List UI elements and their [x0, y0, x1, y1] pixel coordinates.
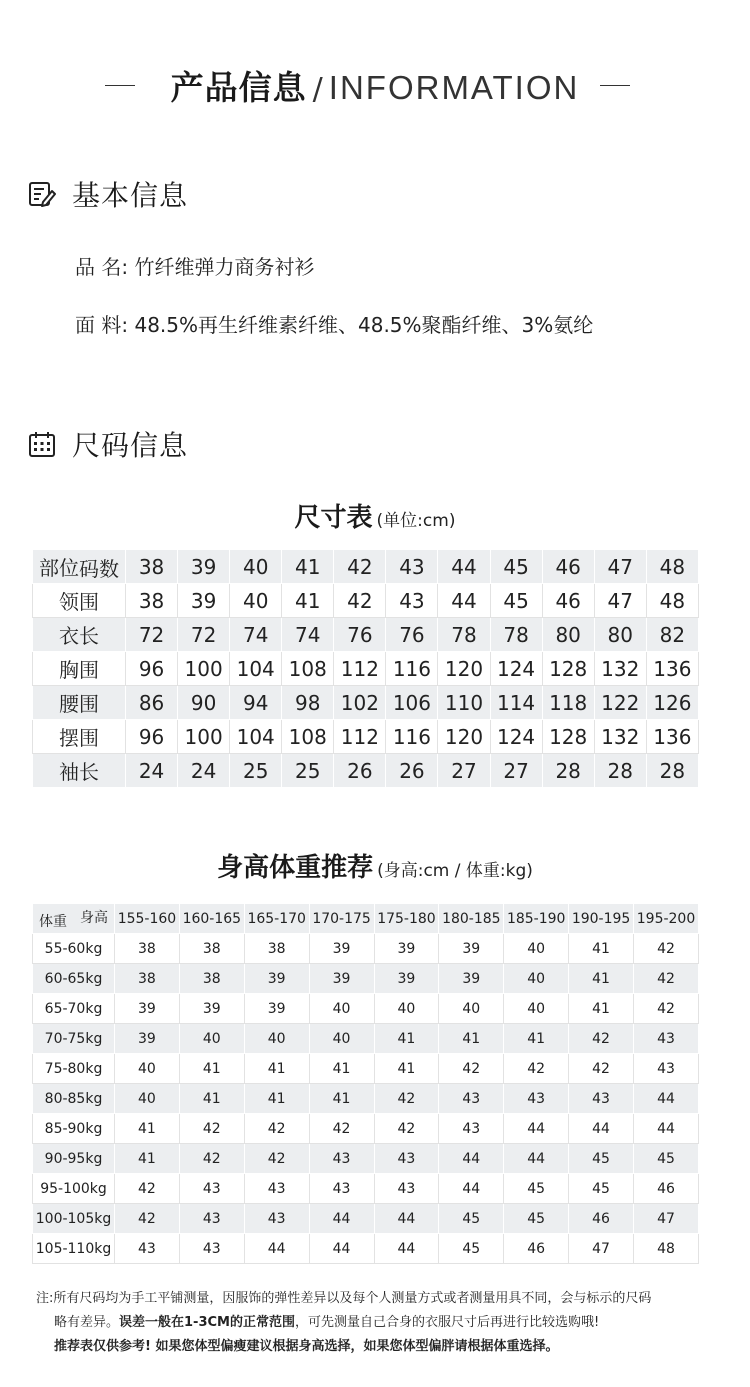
- rec-header-row: [33, 904, 699, 934]
- size-cell: 112: [334, 720, 386, 754]
- rec-row-label: 55-60kg: [33, 934, 115, 964]
- size-cell: 48: [646, 584, 698, 618]
- rec-header-cell: 170-175: [309, 904, 374, 934]
- size-corner-top: 码数: [79, 557, 119, 581]
- size-table-unit: (单位:cm): [376, 511, 456, 531]
- note-line-2a: 略有差异。: [54, 1315, 120, 1330]
- rec-cell: 41: [115, 1144, 180, 1174]
- size-row-label: 袖长: [33, 754, 126, 788]
- rec-table-title: [0, 847, 750, 884]
- note-line-2c: ，可先测量自己合身的衣服尺寸后再进行比较选购哦!: [294, 1315, 600, 1330]
- size-cell: 124: [490, 720, 542, 754]
- size-cell: 39: [178, 584, 230, 618]
- rec-header-cell: 160-165: [179, 904, 244, 934]
- size-cell: 74: [230, 618, 282, 652]
- size-row-label: 腰围: [33, 686, 126, 720]
- size-cell: 28: [646, 754, 698, 788]
- size-table: [32, 549, 699, 788]
- size-info-heading: [28, 424, 188, 464]
- size-cell: 120: [438, 652, 490, 686]
- size-cell: 116: [386, 720, 438, 754]
- size-cell: 86: [126, 686, 178, 720]
- rec-cell: 40: [504, 964, 569, 994]
- size-header-cell: 43: [386, 550, 438, 584]
- rec-cell: 43: [115, 1234, 180, 1264]
- rec-cell: 39: [115, 994, 180, 1024]
- rec-cell: 39: [115, 1024, 180, 1054]
- size-cell: 106: [386, 686, 438, 720]
- size-cell: 100: [178, 720, 230, 754]
- size-table-row: [33, 754, 699, 788]
- size-cell: 126: [646, 686, 698, 720]
- rec-cell: 45: [504, 1174, 569, 1204]
- size-cell: 72: [126, 618, 178, 652]
- size-cell: 40: [230, 584, 282, 618]
- size-header-cell: 48: [646, 550, 698, 584]
- rec-cell: 44: [374, 1204, 439, 1234]
- rec-cell: 39: [309, 934, 374, 964]
- rec-table-row: [33, 1084, 699, 1114]
- rec-cell: 42: [634, 964, 699, 994]
- rec-cell: 39: [179, 994, 244, 1024]
- rec-cell: 41: [374, 1054, 439, 1084]
- rec-table-row: [33, 1144, 699, 1174]
- fabric-label: 面 料:: [75, 313, 129, 337]
- size-header-cell: 42: [334, 550, 386, 584]
- size-cell: 27: [438, 754, 490, 788]
- rec-cell: 40: [504, 934, 569, 964]
- size-cell: 26: [386, 754, 438, 788]
- rec-cell: 39: [309, 964, 374, 994]
- size-table-row: [33, 652, 699, 686]
- rec-cell: 43: [244, 1204, 309, 1234]
- rec-cell: 42: [244, 1144, 309, 1174]
- note-line-3b: 如果您体型偏瘦建议根据身高选择，如果您体型偏胖请根据体重选择。: [155, 1339, 559, 1354]
- title-en: INFORMATION: [328, 69, 580, 106]
- rec-cell: 42: [634, 994, 699, 1024]
- size-cell: 24: [126, 754, 178, 788]
- rec-cell: 40: [115, 1054, 180, 1084]
- size-info-title: 尺码信息: [72, 429, 189, 462]
- size-cell: 28: [594, 754, 646, 788]
- rec-table-row: [33, 1234, 699, 1264]
- size-row-label: 胸围: [33, 652, 126, 686]
- rec-table-row: [33, 1114, 699, 1144]
- rec-cell: 38: [115, 964, 180, 994]
- rec-cell: 43: [179, 1204, 244, 1234]
- size-cell: 25: [282, 754, 334, 788]
- note-line-1: 注:所有尺码均为手工平铺测量，因服饰的弹性差异以及每个人测量方式或者测量用具不同，会与标示的尺码: [36, 1291, 652, 1306]
- rec-cell: 46: [634, 1174, 699, 1204]
- size-cell: 24: [178, 754, 230, 788]
- rec-cell: 42: [569, 1054, 634, 1084]
- rec-cell: 45: [439, 1204, 504, 1234]
- rec-table-unit: (身高:cm / 体重:kg): [377, 861, 533, 881]
- size-cell: 45: [490, 584, 542, 618]
- product-name-label: 品 名:: [75, 255, 129, 279]
- size-cell: 94: [230, 686, 282, 720]
- rec-cell: 47: [569, 1234, 634, 1264]
- size-header-cell: 41: [282, 550, 334, 584]
- rec-cell: 46: [504, 1234, 569, 1264]
- size-cell: 136: [646, 720, 698, 754]
- rec-cell: 42: [374, 1114, 439, 1144]
- rec-cell: 40: [309, 1024, 374, 1054]
- rec-cell: 40: [244, 1024, 309, 1054]
- size-table-title: [0, 497, 750, 534]
- rec-cell: 44: [504, 1114, 569, 1144]
- size-cell: 82: [646, 618, 698, 652]
- size-table-row: [33, 686, 699, 720]
- size-cell: 26: [334, 754, 386, 788]
- size-cell: 128: [542, 720, 594, 754]
- product-name-value: 竹纤维弹力商务衬衫: [134, 255, 315, 279]
- size-cell: 80: [594, 618, 646, 652]
- size-row-label: 领围: [33, 584, 126, 618]
- rec-cell: 45: [569, 1174, 634, 1204]
- fabric-row: [75, 309, 593, 338]
- size-cell: 43: [386, 584, 438, 618]
- rec-cell: 47: [634, 1204, 699, 1234]
- rec-cell: 42: [179, 1114, 244, 1144]
- size-cell: 98: [282, 686, 334, 720]
- rec-cell: 39: [374, 934, 439, 964]
- size-cell: 136: [646, 652, 698, 686]
- rec-cell: 44: [634, 1084, 699, 1114]
- rec-table-row: [33, 1204, 699, 1234]
- rec-cell: 43: [634, 1024, 699, 1054]
- rec-header-cell: 195-200: [634, 904, 699, 934]
- size-cell: 96: [126, 720, 178, 754]
- rec-cell: 39: [244, 964, 309, 994]
- basic-info-title: 基本信息: [72, 179, 189, 212]
- size-cell: 116: [386, 652, 438, 686]
- rec-cell: 42: [244, 1114, 309, 1144]
- rec-header-cell: 175-180: [374, 904, 439, 934]
- rec-cell: 41: [374, 1024, 439, 1054]
- size-row-label: 摆围: [33, 720, 126, 754]
- rec-row-label: 75-80kg: [33, 1054, 115, 1084]
- size-cell: 28: [542, 754, 594, 788]
- rec-table-row: [33, 1054, 699, 1084]
- basic-info-heading: [28, 174, 188, 214]
- size-cell: 110: [438, 686, 490, 720]
- size-cell: 41: [282, 584, 334, 618]
- rec-cell: 43: [634, 1054, 699, 1084]
- rec-cell: 41: [179, 1084, 244, 1114]
- rec-cell: 43: [374, 1174, 439, 1204]
- rec-table-row: [33, 964, 699, 994]
- size-row-label: 衣长: [33, 618, 126, 652]
- rec-cell: 38: [179, 964, 244, 994]
- rec-cell: 45: [504, 1204, 569, 1234]
- rec-cell: 41: [439, 1024, 504, 1054]
- rec-cell: 42: [179, 1144, 244, 1174]
- size-cell: 132: [594, 720, 646, 754]
- rec-cell: 41: [309, 1054, 374, 1084]
- size-corner-cell: [33, 550, 126, 584]
- size-header-cell: 44: [438, 550, 490, 584]
- size-header-cell: 39: [178, 550, 230, 584]
- size-cell: 78: [438, 618, 490, 652]
- rec-table-row: [33, 1174, 699, 1204]
- size-cell: 25: [230, 754, 282, 788]
- note-line-3a: 推荐表仅供参考!: [54, 1339, 151, 1354]
- size-cell: 96: [126, 652, 178, 686]
- rec-header-cell: 165-170: [244, 904, 309, 934]
- size-cell: 90: [178, 686, 230, 720]
- size-header-cell: 46: [542, 550, 594, 584]
- size-cell: 124: [490, 652, 542, 686]
- rec-cell: 43: [179, 1234, 244, 1264]
- rec-cell: 43: [439, 1114, 504, 1144]
- rec-cell: 45: [634, 1144, 699, 1174]
- size-table-row: [33, 584, 699, 618]
- size-header-cell: 38: [126, 550, 178, 584]
- rec-cell: 40: [179, 1024, 244, 1054]
- rec-table-row: [33, 994, 699, 1024]
- size-table-row: [33, 618, 699, 652]
- rec-cell: 43: [309, 1174, 374, 1204]
- rec-cell: 44: [439, 1144, 504, 1174]
- note-line-2b: 误差一般在1-3CM的正常范围: [119, 1315, 295, 1330]
- size-cell: 76: [334, 618, 386, 652]
- rec-row-label: 60-65kg: [33, 964, 115, 994]
- product-name-row: [75, 251, 314, 280]
- rec-corner-cell: [33, 904, 115, 934]
- rec-row-label: 90-95kg: [33, 1144, 115, 1174]
- title-cn: 产品信息: [170, 68, 307, 107]
- size-cell: 108: [282, 720, 334, 754]
- size-cell: 122: [594, 686, 646, 720]
- rec-cell: 43: [504, 1084, 569, 1114]
- rec-header-cell: 180-185: [439, 904, 504, 934]
- size-cell: 44: [438, 584, 490, 618]
- size-cell: 128: [542, 652, 594, 686]
- rec-row-label: 105-110kg: [33, 1234, 115, 1264]
- rec-cell: 41: [179, 1054, 244, 1084]
- rec-cell: 41: [569, 994, 634, 1024]
- size-cell: 76: [386, 618, 438, 652]
- rec-cell: 39: [374, 964, 439, 994]
- rec-cell: 42: [309, 1114, 374, 1144]
- size-table-title-text: 尺寸表: [294, 503, 373, 533]
- rec-header-cell: 190-195: [569, 904, 634, 934]
- note-line-3: [36, 1335, 651, 1359]
- rec-table-title-text: 身高体重推荐: [217, 853, 374, 883]
- rec-header-cell: 155-160: [115, 904, 180, 934]
- page-title: [0, 62, 750, 109]
- rec-cell: 41: [504, 1024, 569, 1054]
- rec-row-label: 65-70kg: [33, 994, 115, 1024]
- rec-cell: 39: [439, 964, 504, 994]
- recommendation-table: [32, 903, 699, 1264]
- size-cell: 132: [594, 652, 646, 686]
- rec-cell: 43: [244, 1174, 309, 1204]
- rec-row-label: 85-90kg: [33, 1114, 115, 1144]
- size-cell: 104: [230, 720, 282, 754]
- rec-cell: 43: [439, 1084, 504, 1114]
- rec-cell: 40: [309, 994, 374, 1024]
- size-header-cell: 40: [230, 550, 282, 584]
- size-cell: 27: [490, 754, 542, 788]
- rec-cell: 43: [569, 1084, 634, 1114]
- rec-cell: 44: [504, 1144, 569, 1174]
- rec-cell: 42: [504, 1054, 569, 1084]
- size-cell: 38: [126, 584, 178, 618]
- rec-row-label: 70-75kg: [33, 1024, 115, 1054]
- rec-cell: 39: [439, 934, 504, 964]
- rec-cell: 38: [244, 934, 309, 964]
- rec-cell: 42: [115, 1174, 180, 1204]
- rec-cell: 44: [634, 1114, 699, 1144]
- rec-cell: 46: [569, 1204, 634, 1234]
- size-cell: 112: [334, 652, 386, 686]
- rec-cell: 42: [634, 934, 699, 964]
- rec-cell: 48: [634, 1234, 699, 1264]
- size-cell: 74: [282, 618, 334, 652]
- rec-corner-top: 身高: [80, 910, 108, 926]
- size-cell: 102: [334, 686, 386, 720]
- size-corner-bottom: 部位: [39, 556, 79, 580]
- title-separator: /: [312, 72, 323, 107]
- rec-row-label: 80-85kg: [33, 1084, 115, 1114]
- size-table-row: [33, 720, 699, 754]
- rec-cell: 42: [374, 1084, 439, 1114]
- rec-cell: 38: [179, 934, 244, 964]
- rec-cell: 43: [179, 1174, 244, 1204]
- size-cell: 100: [178, 652, 230, 686]
- rec-cell: 44: [569, 1114, 634, 1144]
- size-header-cell: 47: [594, 550, 646, 584]
- fabric-value: 48.5%再生纤维素纤维、48.5%聚酯纤维、3%氨纶: [134, 313, 594, 337]
- rec-cell: 44: [374, 1234, 439, 1264]
- calendar-icon: [28, 430, 56, 458]
- size-header-cell: 45: [490, 550, 542, 584]
- rec-header-cell: 185-190: [504, 904, 569, 934]
- rec-cell: 41: [309, 1084, 374, 1114]
- rec-cell: 42: [569, 1024, 634, 1054]
- size-cell: 80: [542, 618, 594, 652]
- rec-row-label: 100-105kg: [33, 1204, 115, 1234]
- size-cell: 47: [594, 584, 646, 618]
- rec-cell: 40: [374, 994, 439, 1024]
- size-cell: 108: [282, 652, 334, 686]
- size-cell: 104: [230, 652, 282, 686]
- rec-cell: 41: [115, 1114, 180, 1144]
- rec-cell: 43: [374, 1144, 439, 1174]
- notes: [36, 1287, 651, 1359]
- size-cell: 78: [490, 618, 542, 652]
- rec-table-row: [33, 1024, 699, 1054]
- rec-cell: 41: [569, 964, 634, 994]
- size-cell: 42: [334, 584, 386, 618]
- rec-table-row: [33, 934, 699, 964]
- rec-cell: 43: [309, 1144, 374, 1174]
- size-cell: 118: [542, 686, 594, 720]
- rec-cell: 41: [244, 1054, 309, 1084]
- rec-cell: 39: [244, 994, 309, 1024]
- rec-cell: 40: [115, 1084, 180, 1114]
- rec-cell: 42: [115, 1204, 180, 1234]
- size-cell: 72: [178, 618, 230, 652]
- rec-corner-bottom: 体重: [39, 914, 67, 930]
- rec-cell: 44: [309, 1234, 374, 1264]
- rec-cell: 42: [439, 1054, 504, 1084]
- rec-cell: 44: [244, 1234, 309, 1264]
- rec-cell: 40: [439, 994, 504, 1024]
- rec-cell: 45: [569, 1144, 634, 1174]
- size-cell: 120: [438, 720, 490, 754]
- rec-cell: 41: [244, 1084, 309, 1114]
- rec-cell: 40: [504, 994, 569, 1024]
- rec-row-label: 95-100kg: [33, 1174, 115, 1204]
- rec-cell: 41: [569, 934, 634, 964]
- size-header-row: [33, 550, 699, 584]
- size-cell: 114: [490, 686, 542, 720]
- document-edit-icon: [28, 180, 56, 208]
- note-line-2: [36, 1311, 651, 1335]
- rec-cell: 44: [439, 1174, 504, 1204]
- rec-cell: 45: [439, 1234, 504, 1264]
- size-cell: 46: [542, 584, 594, 618]
- rec-cell: 44: [309, 1204, 374, 1234]
- rec-cell: 38: [115, 934, 180, 964]
